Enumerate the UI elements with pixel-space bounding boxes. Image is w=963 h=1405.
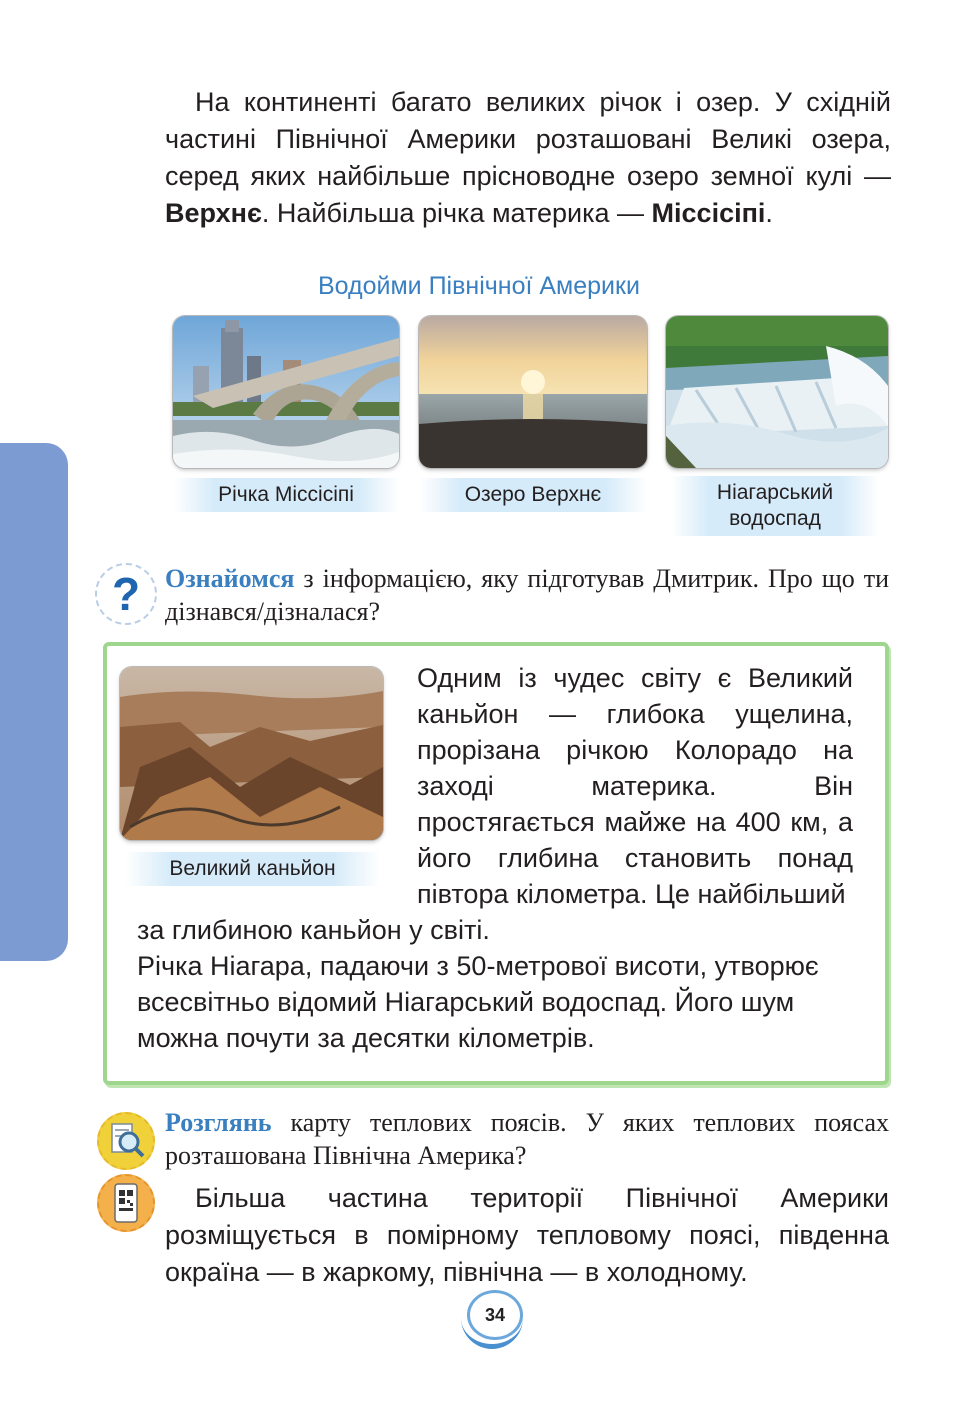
intro-paragraph: На континенті багато великих річок і озер. У східній частині Північної Америки розташовані Великі озера, серед яких найбільше прісноводне озеро земної кулі — Верхнє. Найбільша річка материка — Міссісіпі.	[165, 87, 891, 228]
answer-paragraph: Більша частина території Північної Америки розміщується в помірному тепловому поясі, південна окраїна — в жаркому, північна — в холодному.	[165, 1183, 889, 1287]
magnifier-icon	[97, 1112, 155, 1170]
info-text-canyon: Одним із чудес світу є Великий каньйон — глибока ущелина, прорізана річкою Колорадо на заході материка. Він простягається майже на 400 км, а його глибина становить понад півтора кілометра. Це найбільший	[417, 663, 853, 909]
grand-canyon-photo	[120, 667, 383, 840]
task-read: Ознайомся з інформацією, яку підготував Дмитрик. Про що ти дізнався/дізналася?	[165, 564, 889, 626]
lake-superior-photo	[419, 316, 647, 468]
niagara-photo	[666, 316, 888, 468]
question-mark-icon: ?	[95, 563, 157, 625]
task-map: Розглянь карту теплових поясів. У яких теплових поясах розташована Північна Америка?	[165, 1108, 889, 1170]
lake-name: Верхнє	[165, 198, 262, 228]
gallery-title: Водойми Північної Америки	[318, 272, 640, 300]
mississippi-photo	[173, 316, 399, 468]
side-tab	[0, 443, 68, 961]
river-name: Міссісіпі	[651, 198, 766, 228]
task-read-keyword: Ознайомся	[165, 564, 295, 593]
canyon-caption: Великий каньйон	[125, 852, 380, 886]
info-text-niagara: Річка Ніагара, падаючи з 50-метрової висоти, утворює всесвітньо відомий Ніагарський водоспад. Його шум можна почути за десятки кілометрів.	[137, 951, 819, 1053]
gallery-caption-lake: Озеро Верхнє	[419, 478, 647, 512]
gallery-caption-niagara: Ніагарський водоспад	[671, 476, 879, 536]
page-number: 34	[467, 1290, 523, 1340]
task-map-keyword: Розглянь	[165, 1108, 272, 1137]
qr-code-icon	[97, 1174, 155, 1232]
gallery-caption-mississippi: Річка Міссісіпі	[173, 478, 399, 512]
info-text-continued: за глибиною каньйон у світі. Річка Ніагара, падаючи з 50-метрової висоти, утворює всесвітньо відомий Ніагарський водоспад. Його шум можна почути за десятки кілометрів.	[137, 915, 819, 1053]
